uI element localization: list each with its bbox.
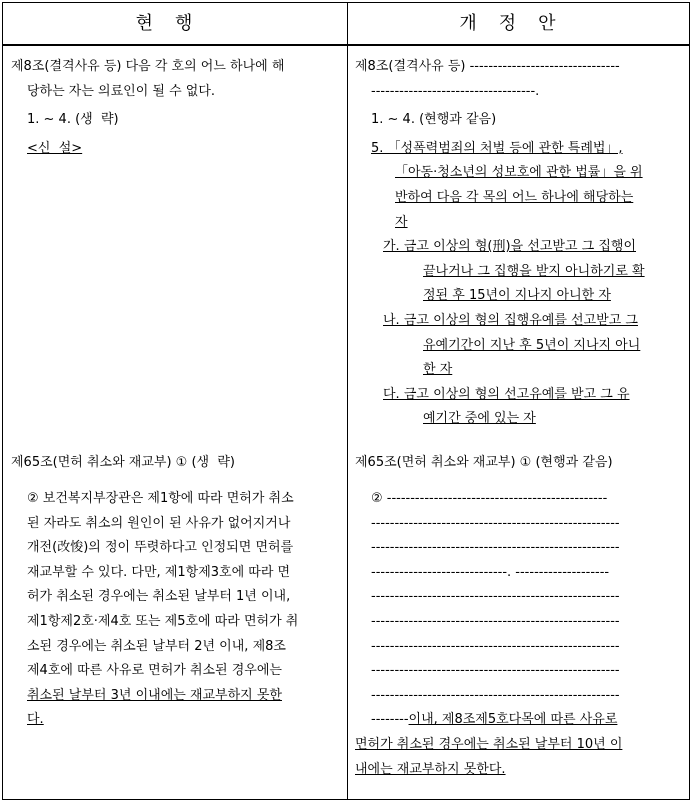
art65-p2-line: 다.	[27, 712, 44, 728]
art65-p2-line: -----------------------------------------------------	[371, 687, 620, 703]
art65-tail-text: 이내, 제8조제5호다목에 따른 사유로	[408, 712, 618, 728]
art65-p2-line: -----------------------------------------------------	[371, 515, 620, 531]
amend-article-65-p2	[355, 487, 685, 782]
art8-items: 1. ~ 4. (현행과 같음)	[371, 112, 497, 128]
current-article-8	[11, 55, 341, 161]
item5-na-line: 나. 금고 이상의 형의 집행유예를 선고받고 그	[383, 312, 638, 328]
art65-p2-line: 재교부할 수 있다. 다만, 제1항제3호에 따라 면	[27, 564, 291, 580]
art8-title-line: 제8조(결격사유 등) --------------------------------	[355, 59, 620, 74]
art65-p2-line: 개전(改悛)의 정이 뚜렷하다고 인정되면 면허를	[27, 540, 294, 556]
item5-da-line: 다. 금고 이상의 형의 선고유예를 받고 그 유	[383, 386, 630, 402]
column-divider	[347, 3, 348, 799]
item5-line: 「아동·청소년의 성보호에 관한 법률」을 위	[395, 165, 643, 181]
amend-article-8	[355, 55, 685, 432]
art65-p2-line: -----------------------------------------------------	[371, 613, 620, 629]
art65-tail-prefix: --------	[371, 712, 409, 728]
art65-tail-line: 내에는 재교부하지 못한다.	[355, 761, 506, 777]
art65-tail-line: 면허가 취소된 경우에는 취소된 날부터 10년 이	[355, 736, 623, 752]
art65-p2-line: -----------------------------. --------------------	[371, 564, 610, 580]
amend-article-65	[355, 451, 685, 476]
art65-p2-line: -----------------------------------------------------	[371, 638, 620, 654]
item5-na-line: 한 자	[423, 362, 453, 378]
item5-line: 5. 「성폭력범죄의 처벌 등에 관한 특례법」,	[371, 140, 623, 156]
item5-ga-line: 가. 금고 이상의 형(刑)을 선고받고 그 집행이	[383, 239, 636, 255]
header-amendment: 개정안	[459, 13, 578, 34]
art65-p2-line: 소된 경우에는 취소된 날부터 2년 이내, 제8조	[27, 638, 286, 654]
art65-p2-line: ② -----------------------------------------------	[371, 491, 608, 506]
art8-new-placeholder: <신 설>	[27, 140, 83, 156]
art65-p2-line: 허가 취소된 경우에는 취소된 날부터 1년 이내,	[27, 589, 291, 605]
art65-tail-line	[355, 708, 685, 733]
art65-title: 제65조(면허 취소와 재교부) ① (생 략)	[11, 455, 235, 470]
current-article-65-p2	[11, 487, 341, 733]
item5-line: 반하여 다음 각 목의 어느 하나에 해당하는	[395, 189, 634, 205]
item5-line: 자	[395, 214, 408, 230]
comparison-table	[2, 2, 690, 800]
art8-title-line: 당하는 자는 의료인이 될 수 없다.	[27, 83, 216, 99]
art8-title-line: -----------------------------------.	[371, 83, 540, 99]
item5-na-line: 유예기간이 지난 후 5년이 지나지 아니	[423, 337, 641, 353]
item5-ga-line: 끝나거나 그 집행을 받지 아니하기로 확	[423, 263, 645, 279]
art65-p2-line: 제4호에 따른 사유로 면허가 취소된 경우에는	[27, 663, 282, 679]
header-divider-double	[3, 45, 689, 46]
current-article-65	[11, 451, 341, 476]
art65-p2-line: 취소된 날부터 3년 이내에는 재교부하지 못한	[27, 687, 282, 703]
item5-da-line: 예기간 중에 있는 자	[423, 411, 536, 427]
art65-p2-line: ② 보건복지부장관은 제1항에 따라 면허가 취소	[27, 491, 294, 506]
header-current: 현행	[135, 13, 215, 34]
item5-ga-line: 정된 후 15년이 지나지 아니한 자	[423, 288, 611, 304]
art8-title-line: 제8조(결격사유 등) 다음 각 호의 어느 하나에 해	[11, 59, 285, 74]
art8-items: 1. ~ 4. (생 략)	[27, 112, 119, 128]
art65-p2-line: -----------------------------------------------------	[371, 663, 620, 679]
art65-p2-line: -----------------------------------------------------	[371, 540, 620, 556]
art65-p2-line: -----------------------------------------------------	[371, 589, 620, 605]
art65-p2-line: 된 자라도 취소의 원인이 된 사유가 없어지거나	[27, 515, 291, 531]
art65-p2-line: 제1항제2호·제4호 또는 제5호에 따라 면허가 취	[27, 613, 299, 629]
art65-title: 제65조(면허 취소와 재교부) ① (현행과 같음)	[355, 455, 613, 470]
